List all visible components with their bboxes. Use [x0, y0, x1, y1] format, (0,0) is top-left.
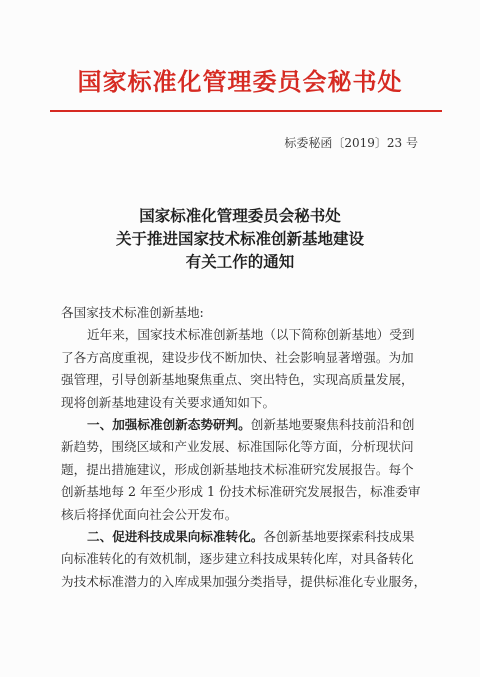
section-2-first-line — [61, 526, 449, 548]
section-1-heading: 一、加强标准创新态势研判。 — [87, 416, 251, 432]
notice-title-line: 关于推进国家技术标准创新基地建设 — [115, 230, 364, 248]
notice-title-line: 国家标准化管理委员会秘书处 — [139, 207, 341, 225]
notice-title-line: 有关工作的通知 — [185, 253, 295, 271]
section-1-text: 创新基地要聚焦科技前沿和创 — [250, 416, 415, 432]
section-2-heading: 二、促进科技成果向标准转化。 — [87, 528, 264, 544]
red-header-rule — [50, 110, 442, 112]
notice-body — [61, 302, 449, 593]
paragraph-line: 向标准转化的有效机制，逐步建立科技成果转化库，对具备转化 — [61, 551, 414, 567]
paragraph-line: 核后将择优面向社会公开发布。 — [61, 506, 238, 522]
paragraph-line: 为技术标准潜力的入库成果加强分类指导，提供标准化专业服务， — [61, 573, 427, 589]
paragraph-line: 题，提出措施建议，形成创新基地技术标准研究发展报告。每个 — [61, 461, 414, 477]
paragraph-line: 创新基地每 2 年至少形成 1 份技术标准研究发展报告，标准委审 — [61, 484, 421, 500]
paragraph-line: 强管理，引导创新基地聚焦重点、突出特色，实现高质量发展， — [61, 372, 414, 388]
document-number: 标委秘函〔2019〕23 号 — [284, 136, 418, 150]
section-1-first-line — [61, 414, 449, 436]
paragraph-line: 近年来，国家技术标准创新基地（以下简称创新基地）受到 — [87, 327, 415, 343]
notice-title — [0, 205, 480, 274]
salutation: 各国家技术标准创新基地: — [61, 305, 204, 320]
paragraph-line: 了各方高度重视，建设步伐不断加快、社会影响显著增强。为加 — [61, 349, 414, 365]
org-header-title: 国家标准化管理委员会秘书处 — [77, 68, 403, 96]
paragraph-line: 新趋势，围绕区域和产业发展、标准国际化等方面，分析现状问 — [61, 439, 414, 455]
section-2-text: 各创新基地要探索科技成果 — [263, 528, 415, 544]
paragraph-line: 现将创新基地建设有关要求通知如下。 — [61, 394, 276, 410]
